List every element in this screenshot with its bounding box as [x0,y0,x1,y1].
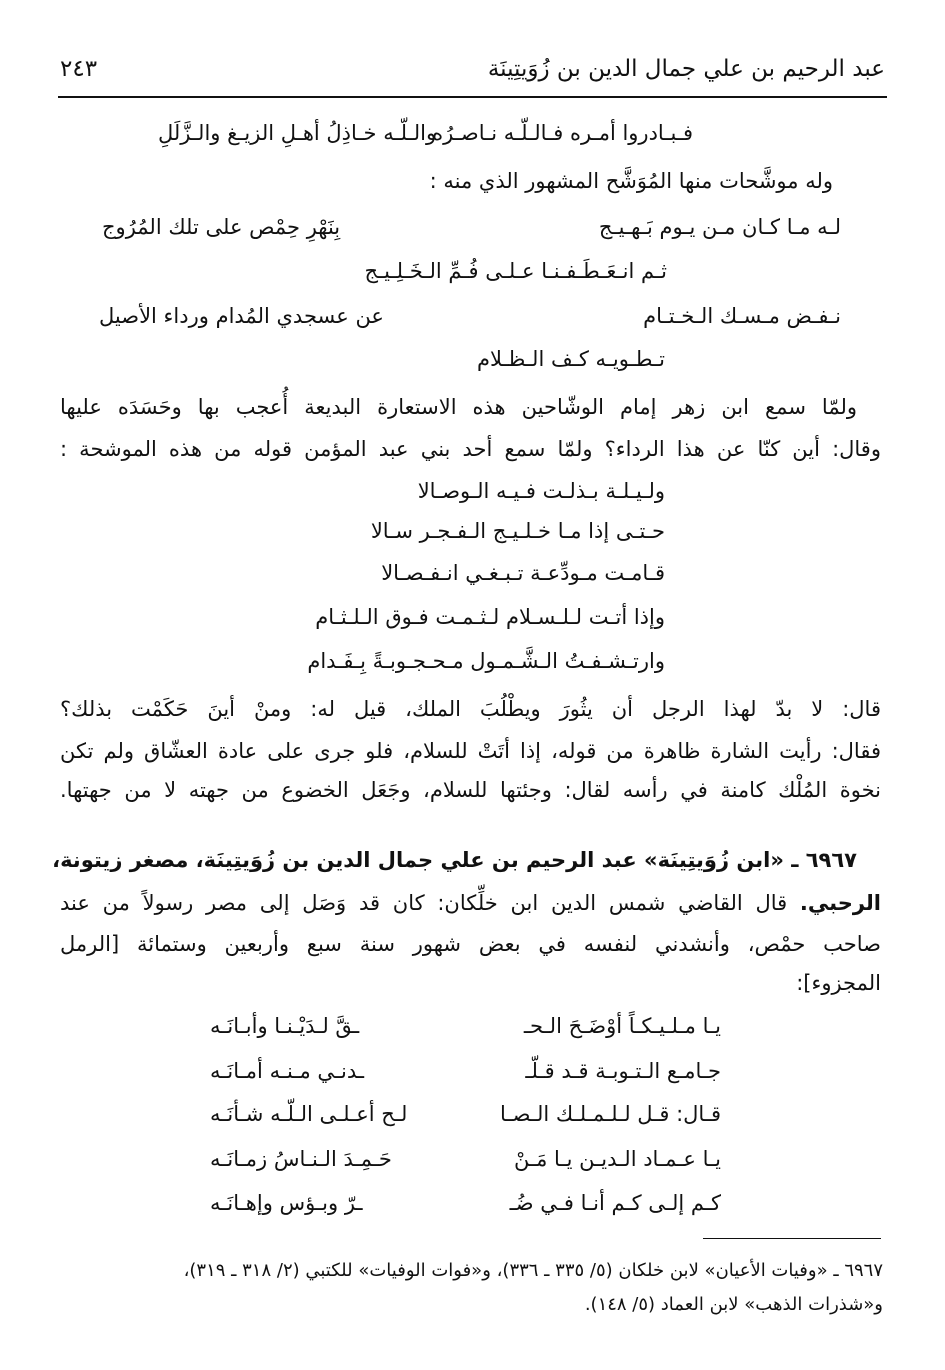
verse2-line5-first: كـم إلـى كـم أنـا فـي ضُـ [509,1191,721,1215]
poem-line-4: وإذا أتـت لـلـسـلام لـثـمـت فـوق الـلـثـام [315,605,665,629]
muwashshah1-line-b: بِنَهْرِ حِمْص على تلك المُرُوج [102,215,341,239]
entry-line-3: صاحب حمْص، وأنشدني لنفسه في بعض شهور سنة سبع وأربعين وستمائة [الرمل [60,932,881,956]
running-header [60,50,885,94]
footnote-rule [703,1238,881,1239]
muwashshah-intro: وله موشَّحات منها المُوَشَّح المشهور الذي منه : [429,169,833,193]
verse2-line3-second: لـح أعـلـى الـلّـه شـأنَـه [210,1102,408,1126]
prose-line-5: نخوة المُلْك كامنة في رأسه لقال: وجئتها للسلام، وجَعَل الخضوع من جهته لا من جهتها. [60,778,881,802]
poem-line-5: وارتـشـفـتُ الـشَّـمـول مـحـجـوبـةً بِـفَـدام [307,649,665,673]
page-number: ٢٤٣ [60,56,98,82]
muwashshah2-line-c: تـطـويـه كـف الـظـلام [476,347,665,371]
prose-line-2: وقال: أين كنّا عن هذا الرداء؟ ولمّا سمع أحد بني عبد المؤمن قوله من هذه الموشحة : [60,437,881,461]
muwashshah1-line-a: لـه مـا كـان مـن يـوم بَـهـيـج [598,215,841,239]
poem-line-2: حـتـى إذا مـا خـلـيـج الـفـجـر سـالا [370,519,665,543]
prose-line-1: ولمّا سمع ابن زهر إمام الوشّاحين هذه الاستعارة البديعة أُعجب بها وحَسَدَه عليها [60,395,857,419]
prose-line-4: فقال: رأيت الشارة ظاهرة من قوله، إذا أتَتْ للسلام، فلو جرى على عادة العشّاق ولم تكن [60,739,881,763]
entry-nisba: الرحبي. [799,891,881,915]
verse2-line2-first: جـامـع الـتـوبـة قـد قـلّـ [525,1059,721,1083]
entry-line-2 [60,893,881,914]
verse2-line3-first: قـال: قـل لـلـمـلـك الـصـا [500,1102,721,1126]
poem-line-1: ولـيـلـة بـذلـت فـيـه الـوصـالا [417,479,665,503]
footnote-line-2: و«شذرات الذهب» لابن العماد (٥/ ١٤٨). [584,1294,883,1315]
verse1-first-hemistich: فـبـادروا أمـره فـالـلّـه نـاصـرُه [432,121,693,145]
verse2-line1-first: يـا مـلـيـكـاً أوْضَـحَ الـحـ [523,1014,721,1038]
muwashshah2-line-b: عن عسجدي المُدام ورداء الأصيل [99,304,384,328]
prose-line-3: قال: لا بدّ لهذا الرجل أن يثُورَ ويطْلُبَ الملك، قيل له: ومنْ أينَ حَكَمْت بذلك؟ [60,697,881,721]
header-title: عبد الرحيم بن علي جمال الدين بن زُوَيتِينَة [487,56,885,82]
verse2-line4-first: يـا عـمـاد الـديـن يـا مَـنْ [514,1147,721,1171]
footnote-line-1: ٦٩٦٧ ـ «وفيات الأعيان» لابن خلكان (٥/ ٣٣٥ ـ ٣٣٦)، و«فوات الوفيات» للكتبي (٢/ ٣١٨ ـ ٣١٩)، [183,1260,883,1281]
verse2-line1-second: ـقَّ لـدَيْـنـا وأبـانَـه [210,1014,360,1038]
entry-line-2-text: قال القاضي شمس الدين ابن خلِّكان: كان قد وَصَل إلى مصر رسولاً من عند [60,891,800,915]
entry-line-4: المجزوء]: [796,971,881,995]
poem-line-3: قـامـت مـودِّعـة تـبـغـي انـفـصـالا [381,561,665,585]
entry-heading: ٦٩٦٧ ـ «ابن زُوَيتِينَة» عبد الرحيم بن علي جمال الدين بن زُوَيتِينَة، مصغر زيتونة، [52,848,857,872]
verse2-line2-second: ـدنـي مـنـه أمـانَـه [210,1059,365,1083]
muwashshah2-line-a: نـفـض مـسـك الـخـتـام [643,304,841,328]
verse2-line4-second: حَـمِـدَ الـنـاسُ زمـانَـه [210,1147,392,1171]
header-rule [58,96,887,98]
verse1-second-hemistich: والـلّـه خـاذِلُ أهـلِ الزيـغ والـزَّلَلِ [158,121,437,145]
verse2-line5-second: ـرّ وبـؤس وإهـانَـه [210,1191,363,1215]
muwashshah1-line-c: ثـم انـعَـطَـفـنـا عـلـى فُـمِّ الـخَـلِـيـج [364,259,667,283]
